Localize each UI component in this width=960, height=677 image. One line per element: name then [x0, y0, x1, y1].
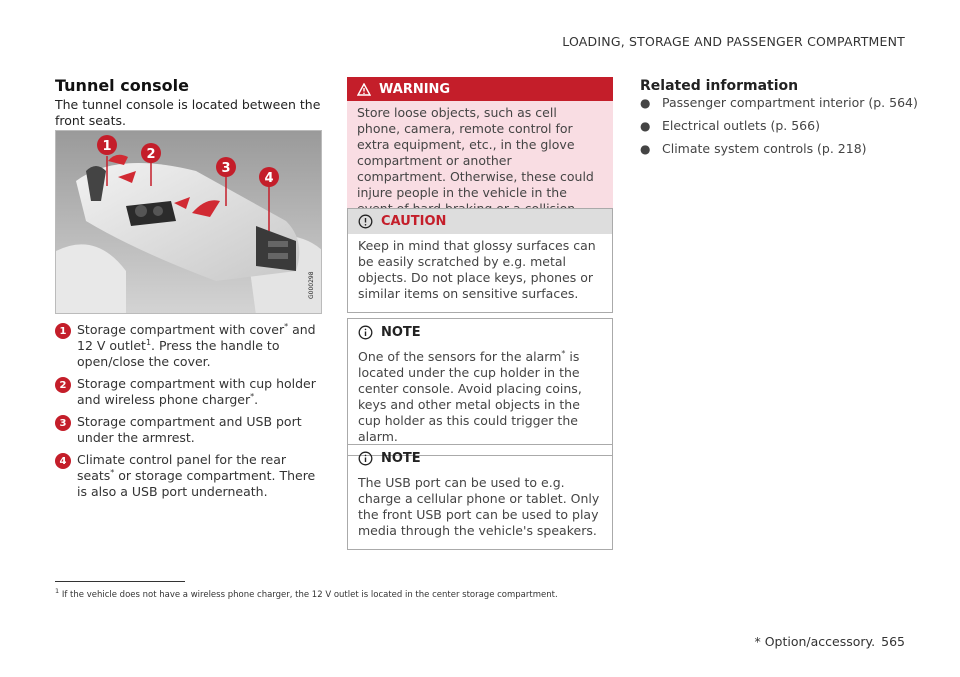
callout-list: [55, 322, 327, 506]
bullet-icon: ●: [640, 96, 651, 110]
option-mark: *: [561, 348, 566, 358]
footnote-text: If the vehicle does not have a wireless phone charger, the 12 V outlet is located in the center storage compartment.: [61, 589, 558, 600]
callout-4: [259, 167, 279, 187]
info-circle-icon: [358, 451, 373, 466]
control-knob: [135, 205, 147, 217]
callout-2-label: 2: [146, 147, 156, 162]
footnote-divider: [55, 581, 185, 582]
warning-box: [347, 77, 613, 227]
caution-text: Keep in mind that glossy surfaces can be easily scratched by e.g. metal objects. Do not place keys, phones or similar items on sensitive surfaces.: [358, 238, 596, 301]
related-link[interactable]: Electrical outlets (p. 566): [662, 118, 820, 133]
intro-text: The tunnel console is located between the front seats.: [55, 97, 321, 128]
caution-box: [347, 208, 613, 313]
figure-code: G000298: [308, 271, 315, 299]
footnote: [55, 587, 558, 600]
warning-triangle-icon: [357, 83, 371, 96]
related-item[interactable]: [640, 141, 920, 157]
callout-text: [77, 376, 327, 408]
callout-2: [141, 143, 161, 163]
warning-header: [347, 77, 613, 101]
related-link[interactable]: Passenger compartment interior (p. 564): [662, 95, 918, 110]
page-footer: [754, 634, 905, 649]
warning-text: Store loose objects, such as cell phone, camera, remote control for extra equipment, etc., in the glove compartment or another compartment. Otherwise, these could injure people in the vehicle in the: [357, 105, 594, 200]
vent-slot: [268, 253, 288, 259]
note-label: NOTE: [381, 450, 421, 466]
note-text-part: is located under the cup holder in the center console. Avoid placing coins, keys and other metal objects in the cup holder as this could trigger the alarm.: [358, 349, 582, 444]
callout-item: [55, 452, 327, 500]
bullet-icon: ●: [640, 119, 651, 133]
option-legend: * Option/accessory.: [754, 634, 876, 649]
callout-text: Storage compartment and USB port under the armrest.: [77, 414, 302, 445]
note-header: [348, 319, 612, 345]
exclamation-circle-icon: [358, 214, 373, 229]
callout-3-label: 3: [221, 161, 231, 176]
footnote-mark: 1: [55, 587, 60, 595]
callout-text-part: and 12 V outlet: [77, 322, 316, 353]
related-link[interactable]: Climate system controls (p. 218): [662, 141, 867, 156]
callout-item: [55, 376, 327, 408]
note-text: [348, 345, 612, 455]
info-circle-icon: [358, 325, 373, 340]
callout-item: [55, 322, 327, 370]
callout-4-label: 4: [264, 171, 274, 186]
bullet-icon: ●: [640, 142, 651, 156]
related-list: [640, 95, 920, 164]
option-mark: *: [250, 391, 255, 401]
related-item[interactable]: [640, 95, 920, 111]
callout-badge: 1: [55, 323, 71, 339]
callout-text-part: Storage compartment with cup holder and wireless phone charger: [77, 376, 316, 407]
note-label: NOTE: [381, 324, 421, 340]
callout-1-label: 1: [102, 139, 112, 154]
note-box: [347, 444, 613, 550]
callout-badge: 4: [55, 453, 71, 469]
callout-item: [55, 414, 327, 446]
control-knob: [153, 206, 163, 216]
caution-header: [348, 209, 612, 234]
option-mark: *: [284, 321, 289, 331]
tunnel-console-illustration: [55, 130, 322, 314]
callout-text-part: .: [254, 392, 259, 407]
note-box: [347, 318, 613, 456]
warning-label: WARNING: [379, 81, 451, 97]
callout-text-part: . Press the handle to open/close the cover.: [77, 338, 280, 369]
running-header: LOADING, STORAGE AND PASSENGER COMPARTMENT: [562, 34, 905, 49]
callout-text: [77, 452, 327, 500]
console-drawing: [56, 131, 322, 314]
callout-text: [77, 322, 327, 370]
vent-slot: [268, 241, 288, 247]
note-text-part: One of the sensors for the alarm: [358, 349, 562, 364]
callout-text-part: Climate control panel for the rear seats: [77, 452, 287, 483]
caution-label: CAUTION: [381, 214, 447, 229]
callout-3: [216, 157, 236, 177]
callout-text-part: Storage compartment with cover: [77, 322, 285, 337]
option-mark: *: [110, 467, 115, 477]
callout-text-part: or storage compartment. There is also a USB port underneath.: [77, 468, 316, 499]
footnote-ref[interactable]: 1: [145, 337, 152, 347]
note-header: [348, 445, 612, 471]
section-title: Tunnel console: [55, 76, 189, 95]
callout-badge: 3: [55, 415, 71, 431]
related-item[interactable]: [640, 118, 920, 134]
note-text: The USB port can be used to e.g. charge a cellular phone or tablet. Only the front USB port can be used to play media through the vehicle's speakers.: [358, 475, 600, 538]
page-number: 565: [881, 634, 905, 649]
callout-badge: 2: [55, 377, 71, 393]
related-title: Related information: [640, 78, 799, 94]
callout-1: [97, 135, 117, 155]
